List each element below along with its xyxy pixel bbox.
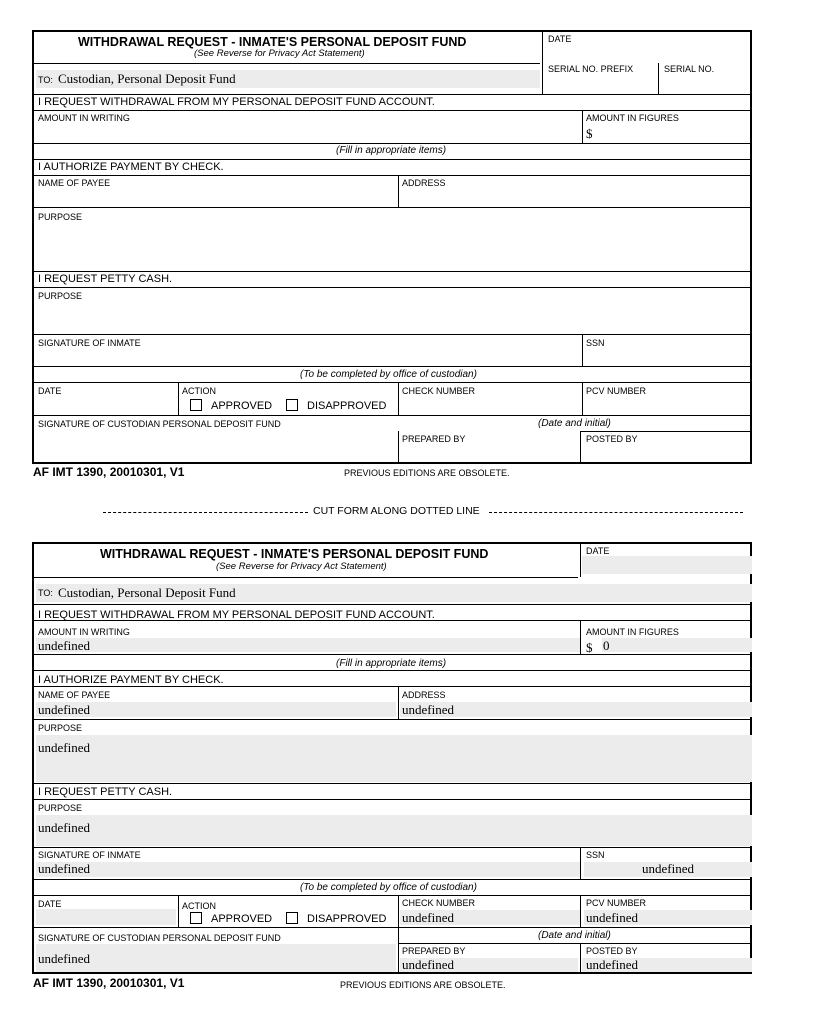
posted-by-label: POSTED BY	[586, 434, 638, 444]
payee-field[interactable]	[36, 702, 396, 717]
payee-value: undefined	[38, 702, 90, 717]
approved-checkbox[interactable]	[190, 399, 202, 411]
ssn-label: SSN	[586, 338, 605, 348]
signature-custodian-label: SIGNATURE OF CUSTODIAN PERSONAL DEPOSIT FUND	[38, 933, 281, 943]
dollar-sign: $	[586, 640, 593, 655]
amount-writing-label: AMOUNT IN WRITING	[38, 627, 130, 637]
purpose-check-label: PURPOSE	[38, 723, 83, 733]
action-label: ACTION	[182, 901, 217, 911]
amount-figures-value: 0	[603, 638, 610, 653]
check-number-label: CHECK NUMBER	[402, 386, 476, 396]
purpose-cash-field[interactable]	[36, 815, 752, 846]
posted-by-label: POSTED BY	[586, 946, 638, 956]
to-value: Custodian, Personal Deposit Fund	[58, 585, 236, 600]
withdrawal-form-copy	[32, 542, 752, 974]
serial-prefix-label: SERIAL NO. PREFIX	[548, 64, 634, 74]
date-label-2: DATE	[38, 386, 62, 396]
date-initial-note: (Date and initial)	[538, 418, 611, 429]
date-label: DATE	[548, 34, 572, 44]
signature-inmate-value: undefined	[38, 861, 90, 876]
obsolete-note: PREVIOUS EDITIONS ARE OBSOLETE.	[340, 980, 506, 990]
privacy-act-note: (See Reverse for Privacy Act Statement)	[194, 48, 365, 59]
form-code: AF IMT 1390, 20010301, V1	[33, 976, 185, 990]
purpose-check-value: undefined	[38, 740, 90, 755]
custodian-note: (To be completed by office of custodian)	[300, 882, 477, 893]
check-number-value: undefined	[402, 910, 454, 925]
request-withdrawal-heading: I REQUEST WITHDRAWAL FROM MY PERSONAL DEPOSIT FUND ACCOUNT.	[38, 96, 435, 108]
amount-figures-label: AMOUNT IN FIGURES	[586, 627, 679, 637]
prepared-by-value: undefined	[402, 957, 454, 972]
disapproved-checkbox[interactable]	[286, 399, 298, 411]
pcv-number-value: undefined	[586, 910, 638, 925]
address-value: undefined	[402, 702, 454, 717]
petty-cash-heading: I REQUEST PETTY CASH.	[38, 273, 173, 285]
signature-custodian-field[interactable]	[36, 944, 396, 972]
signature-custodian-value: undefined	[38, 951, 90, 966]
petty-cash-heading: I REQUEST PETTY CASH.	[38, 786, 173, 798]
amount-writing-label: AMOUNT IN WRITING	[38, 113, 130, 123]
serial-no-label: SERIAL NO.	[664, 64, 715, 74]
date-label: DATE	[586, 546, 610, 556]
date-label-2: DATE	[38, 899, 62, 909]
posted-by-value: undefined	[586, 957, 638, 972]
request-withdrawal-heading: I REQUEST WITHDRAWAL FROM MY PERSONAL DEPOSIT FUND ACCOUNT.	[38, 609, 435, 621]
to-value: Custodian, Personal Deposit Fund	[58, 71, 236, 86]
obsolete-note: PREVIOUS EDITIONS ARE OBSOLETE.	[344, 468, 510, 478]
approved-label: APPROVED	[211, 400, 273, 412]
purpose-check-label: PURPOSE	[38, 212, 83, 222]
form-title: WITHDRAWAL REQUEST - INMATE'S PERSONAL DEPOSIT FUND	[100, 547, 489, 561]
fill-in-note: (Fill in appropriate items)	[336, 145, 447, 156]
prepared-by-label: PREPARED BY	[402, 434, 466, 444]
disapproved-label: DISAPPROVED	[307, 913, 387, 925]
payee-label: NAME OF PAYEE	[38, 690, 111, 700]
address-label: ADDRESS	[402, 178, 446, 188]
purpose-cash-label: PURPOSE	[38, 291, 83, 301]
pcv-number-label: PCV NUMBER	[586, 386, 647, 396]
signature-inmate-label: SIGNATURE OF INMATE	[38, 338, 141, 348]
form-code: AF IMT 1390, 20010301, V1	[33, 465, 185, 479]
approved-label: APPROVED	[211, 913, 273, 925]
payee-label: NAME OF PAYEE	[38, 178, 111, 188]
address-label: ADDRESS	[402, 690, 446, 700]
purpose-cash-value: undefined	[38, 820, 90, 835]
signature-inmate-field[interactable]	[36, 862, 580, 877]
amount-writing-field[interactable]	[36, 638, 580, 652]
signature-inmate-label: SIGNATURE OF INMATE	[38, 850, 141, 860]
disapproved-checkbox[interactable]	[286, 912, 298, 924]
custodian-note: (To be completed by office of custodian)	[300, 369, 477, 380]
disapproved-label: DISAPPROVED	[307, 400, 387, 412]
authorize-check-heading: I AUTHORIZE PAYMENT BY CHECK.	[38, 674, 224, 686]
privacy-act-note: (See Reverse for Privacy Act Statement)	[216, 561, 387, 572]
prepared-by-label: PREPARED BY	[402, 946, 466, 956]
authorize-check-heading: I AUTHORIZE PAYMENT BY CHECK.	[38, 161, 224, 173]
dollar-sign: $	[586, 126, 593, 141]
amount-figures-label: AMOUNT IN FIGURES	[586, 113, 679, 123]
cut-line	[103, 506, 743, 518]
fill-in-note: (Fill in appropriate items)	[336, 658, 447, 669]
form-title: WITHDRAWAL REQUEST - INMATE'S PERSONAL DEPOSIT FUND	[78, 35, 467, 49]
date-field-2[interactable]	[36, 909, 176, 925]
date-initial-note: (Date and initial)	[538, 930, 611, 941]
check-number-label: CHECK NUMBER	[402, 898, 476, 908]
ssn-label: SSN	[586, 850, 605, 860]
purpose-cash-label: PURPOSE	[38, 803, 83, 813]
withdrawal-form-original	[32, 30, 752, 464]
purpose-check-field[interactable]	[36, 735, 752, 782]
signature-custodian-label: SIGNATURE OF CUSTODIAN PERSONAL DEPOSIT FUND	[38, 419, 281, 429]
amount-writing-value: undefined	[38, 638, 90, 653]
approved-checkbox[interactable]	[190, 912, 202, 924]
ssn-value: undefined	[642, 861, 694, 876]
to-label: TO:	[38, 75, 53, 85]
action-label: ACTION	[182, 386, 217, 396]
pcv-number-label: PCV NUMBER	[586, 898, 647, 908]
cut-line-label: CUT FORM ALONG DOTTED LINE	[313, 505, 480, 517]
amount-figures-field[interactable]	[602, 638, 752, 652]
date-field[interactable]	[582, 556, 752, 574]
to-label: TO:	[38, 588, 53, 598]
